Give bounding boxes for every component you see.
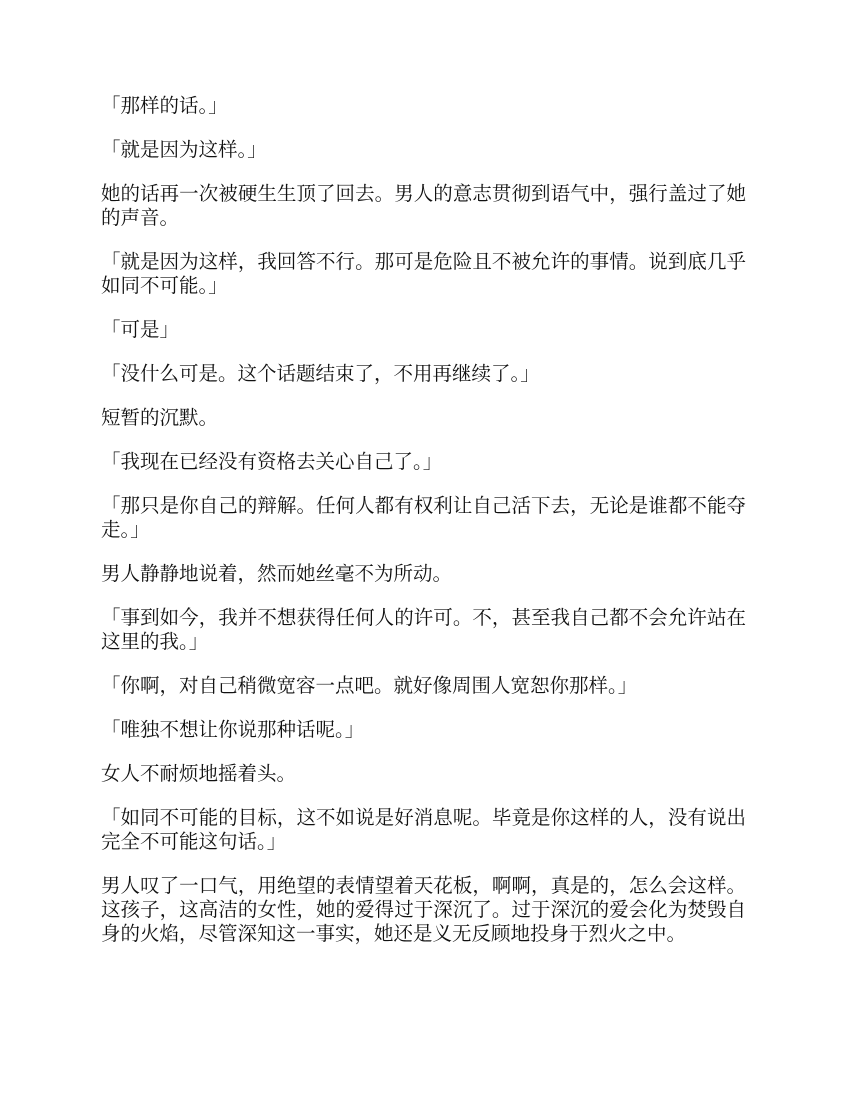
paragraph: 她的话再一次被硬生生顶了回去。男人的意志贯彻到语气中，强行盖过了她的声音。 (101, 182, 746, 229)
paragraph: 「你啊，对自己稍微宽容一点吧。就好像周围人宽恕你那样。」 (101, 674, 638, 697)
paragraph: 「我现在已经没有资格去关心自己了。」 (101, 450, 443, 473)
paragraph: 男人叹了一口气，用绝望的表情望着天花板，啊啊，真是的，怎么会这样。这孩子，这高洁的女性，她的爱得过于深沉了。过于深沉的爱会化为焚毁自身的火焰，尽管深知这一事实，她还是义无反顾地投身于烈火之中。 (101, 874, 746, 945)
document-page (101, 94, 746, 966)
paragraph: 「可是」 (101, 318, 180, 341)
paragraph: 「唯独不想让你说那种话呢。」 (101, 718, 365, 741)
paragraph: 「就是因为这样，我回答不行。那可是危险且不被允许的事情。说到底几乎如同不可能。」 (101, 250, 746, 297)
paragraph: 女人不耐烦地摇着头。 (101, 762, 297, 785)
paragraph: 「就是因为这样。」 (101, 138, 267, 161)
paragraph: 「事到如今，我并不想获得任何人的许可。不，甚至我自己都不会允许站在这里的我。」 (101, 606, 746, 653)
paragraph: 「没什么可是。这个话题结束了，不用再继续了。」 (101, 362, 540, 385)
paragraph: 「如同不可能的目标，这不如说是好消息呢。毕竟是你这样的人，没有说出完全不可能这句话。」 (101, 806, 746, 853)
paragraph: 短暂的沉默。 (101, 406, 219, 429)
paragraph: 男人静静地说着，然而她丝毫不为所动。 (101, 562, 453, 585)
paragraph: 「那样的话。」 (101, 94, 228, 117)
paragraph: 「那只是你自己的辩解。任何人都有权利让自己活下去，无论是谁都不能夺走。」 (101, 494, 746, 541)
